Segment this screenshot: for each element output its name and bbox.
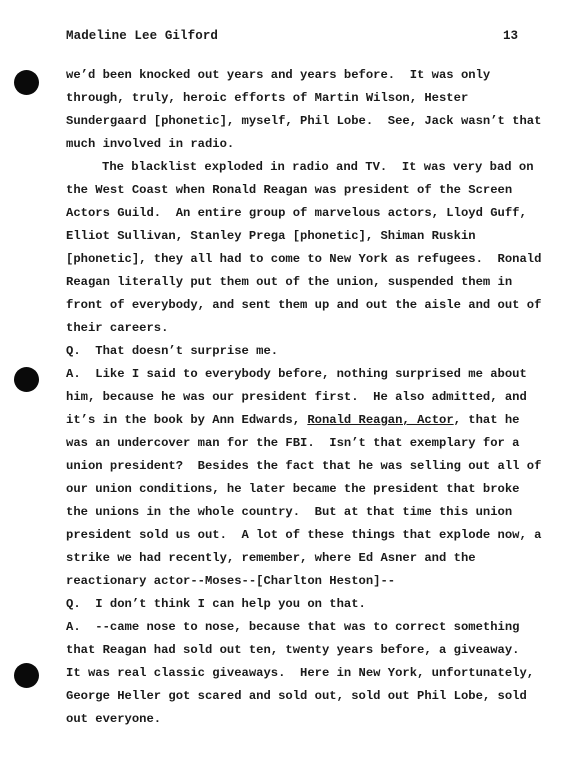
text-line: our union conditions, he later became the president that broke	[66, 482, 520, 496]
page-number: 13	[503, 29, 519, 43]
text-line: front of everybody, and sent them up and out the aisle and out of	[66, 298, 542, 312]
question-line: Q. I don’t think I can help you on that.	[66, 597, 366, 611]
text-line: through, truly, heroic efforts of Martin Wilson, Hester	[66, 91, 469, 105]
text-line: Elliot Sullivan, Stanley Prega [phonetic], Shiman Ruskin	[66, 229, 476, 243]
text-line: much involved in radio.	[66, 137, 235, 151]
punch-hole-bottom	[14, 663, 39, 688]
text-line: president sold us out. A lot of these things that explode now, a	[66, 528, 542, 542]
text-line: union president? Besides the fact that he was selling out all of	[66, 459, 542, 473]
text-line: Sundergaard [phonetic], myself, Phil Lobe. See, Jack wasn’t that	[66, 114, 542, 128]
text-line: strike we had recently, remember, where Ed Asner and the	[66, 551, 476, 565]
text-line: that Reagan had sold out ten, twenty years before, a giveaway.	[66, 643, 520, 657]
question-line: Q. That doesn’t surprise me.	[66, 344, 279, 358]
text-line: we’d been knocked out years and years before. It was only	[66, 68, 491, 82]
answer-line: A. --came nose to nose, because that was to correct something	[66, 620, 520, 634]
text-line: out everyone.	[66, 712, 162, 726]
text-line: Reagan literally put them out of the union, suspended them in	[66, 275, 513, 289]
answer-line: A. Like I said to everybody before, nothing surprised me about	[66, 367, 527, 381]
text-line: Actors Guild. An entire group of marvelous actors, Lloyd Guff,	[66, 206, 527, 220]
text-segment: it’s in the book by Ann Edwards,	[66, 413, 308, 427]
text-segment: , that he	[453, 413, 520, 427]
text-line: their careers.	[66, 321, 169, 335]
text-line: It was real classic giveaways. Here in New York, unfortunately,	[66, 666, 535, 680]
text-line: him, because he was our president first. He also admitted, and	[66, 390, 527, 404]
text-line: the unions in the whole country. But at that time this union	[66, 505, 513, 519]
punch-hole-top	[14, 70, 39, 95]
header-title: Madeline Lee Gilford	[66, 29, 219, 43]
text-line-with-title	[66, 413, 519, 427]
text-line: [phonetic], they all had to come to New York as refugees. Ronald	[66, 252, 542, 266]
text-line: was an undercover man for the FBI. Isn’t that exemplary for a	[66, 436, 520, 450]
text-line: reactionary actor--Moses--[Charlton Heston]--	[66, 574, 396, 588]
text-line: George Heller got scared and sold out, sold out Phil Lobe, sold	[66, 689, 527, 703]
book-title: Ronald Reagan, Actor	[307, 413, 454, 427]
punch-hole-middle	[14, 367, 39, 392]
text-line: the West Coast when Ronald Reagan was president of the Screen	[66, 183, 513, 197]
paragraph-first-line: The blacklist exploded in radio and TV. It was very bad on	[102, 160, 534, 174]
